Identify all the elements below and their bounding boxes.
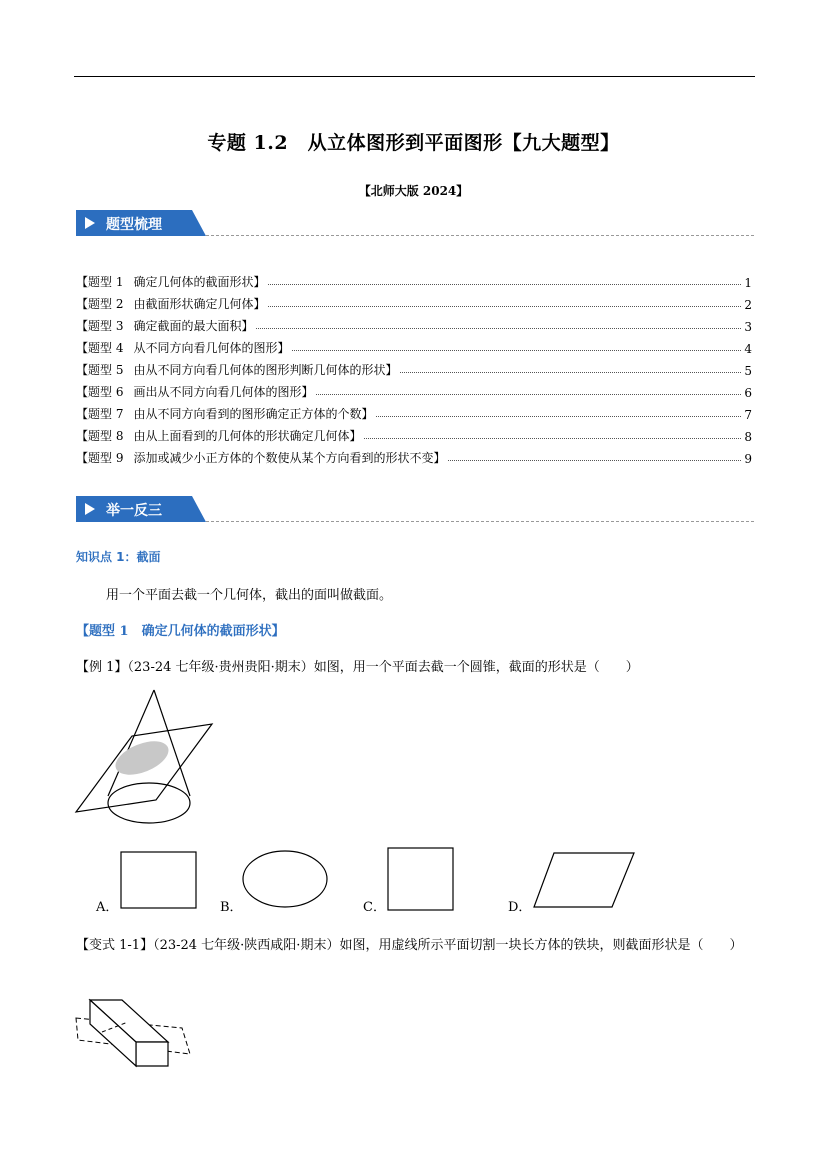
toc-entry[interactable]: [76, 422, 752, 444]
toc-entry-label: 【题型 5: [76, 363, 124, 377]
toc-entry-page: 7: [744, 408, 752, 422]
page-title: 专题 1.2 从立体图形到平面图形【九大题型】: [207, 132, 620, 154]
option-a-label: A．: [96, 900, 119, 915]
toc-entry-page: 9: [744, 452, 752, 466]
toc-entry-label: 【题型 3: [76, 319, 124, 333]
toc-banner-label: 题型梳理: [106, 217, 162, 233]
toc-leader-dots: [400, 372, 741, 373]
toc-entry[interactable]: [76, 400, 752, 422]
toc-entry-label: 【题型 8: [76, 429, 124, 443]
toc-entry-title: 确定几何体的截面形状】: [133, 275, 266, 289]
toc-banner: [76, 210, 754, 236]
toc-entry-page: 1: [744, 276, 752, 290]
practice-banner: [76, 496, 754, 522]
toc-entry[interactable]: [76, 334, 752, 356]
toc-entry-label: 【题型 1: [76, 275, 124, 289]
toc-leader-dots: [364, 438, 741, 439]
toc-entry[interactable]: [76, 268, 752, 290]
toc-leader-dots: [268, 284, 741, 285]
toc-entry-title: 画出从不同方向看几何体的图形】: [133, 385, 314, 399]
play-icon: [85, 503, 95, 515]
toc-entry-title: 由从上面看到的几何体的形状确定几何体】: [133, 429, 362, 443]
play-icon: [85, 217, 95, 229]
variant-1-1-question: 【变式 1-1】（23-24 七年级·陕西咸阳·期末）如图，用虚线所示平面切割一块长方体的铁块，则截面形状是（ ）: [76, 938, 743, 953]
toc-leader-dots: [316, 394, 741, 395]
toc-leader-dots: [268, 306, 741, 307]
toc-entry-label: 【题型 4: [76, 341, 124, 355]
type-1-heading: 【题型 1 确定几何体的截面形状】: [76, 624, 285, 639]
option-b-ellipse: [242, 849, 330, 909]
header-rule: [74, 76, 755, 77]
toc-entry-page: 8: [744, 430, 752, 444]
toc-entry-page: 2: [744, 298, 752, 312]
toc-entry-label: 【题型 7: [76, 407, 124, 421]
toc-leader-dots: [376, 416, 741, 417]
toc-entry-title: 确定截面的最大面积】: [133, 319, 254, 333]
definition-text: 用一个平面去截一个几何体，截出的面叫做截面。: [106, 588, 393, 603]
toc-entry-page: 3: [744, 320, 752, 334]
toc-leader-dots: [256, 328, 741, 329]
option-d-parallelogram: [532, 851, 636, 909]
toc-entry-page: 4: [744, 342, 752, 356]
toc-entry-title: 由从不同方向看几何体的图形判断几何体的形状】: [133, 363, 398, 377]
toc-entry[interactable]: [76, 356, 752, 378]
toc-entry-label: 【题型 6: [76, 385, 124, 399]
option-c-square: [387, 847, 455, 911]
toc-entry-page: 5: [744, 364, 752, 378]
example-1-question: 【例 1】（23-24 七年级·贵州贵阳·期末）如图，用一个平面去截一个圆锥，截面的形状是（ ）: [76, 660, 639, 675]
table-of-contents: [76, 268, 752, 466]
practice-banner-label: 举一反三: [106, 503, 162, 519]
toc-entry-label: 【题型 2: [76, 297, 124, 311]
option-c-label: C．: [363, 900, 386, 915]
toc-entry-title: 由截面形状确定几何体】: [133, 297, 266, 311]
toc-entry[interactable]: [76, 378, 752, 400]
cone-section-figure: [72, 686, 222, 828]
toc-entry-title: 添加或减少小正方体的个数使从某个方向看到的形状不变】: [133, 451, 446, 465]
toc-entry-label: 【题型 9: [76, 451, 124, 465]
cuboid-section-figure: [72, 998, 196, 1070]
option-d-label: D．: [508, 900, 532, 915]
toc-leader-dots: [448, 460, 741, 461]
option-a-rectangle: [120, 851, 198, 909]
page-subtitle: 【北师大版 2024】: [358, 184, 469, 198]
option-b-label: B．: [220, 900, 243, 915]
toc-entry-page: 6: [744, 386, 752, 400]
knowledge-point-heading: 知识点 1：截面: [76, 550, 161, 564]
toc-entry-title: 从不同方向看几何体的图形】: [133, 341, 290, 355]
toc-entry[interactable]: [76, 312, 752, 334]
toc-leader-dots: [292, 350, 741, 351]
toc-entry-title: 由从不同方向看到的图形确定正方体的个数】: [133, 407, 374, 421]
toc-entry[interactable]: [76, 444, 752, 466]
toc-entry[interactable]: [76, 290, 752, 312]
